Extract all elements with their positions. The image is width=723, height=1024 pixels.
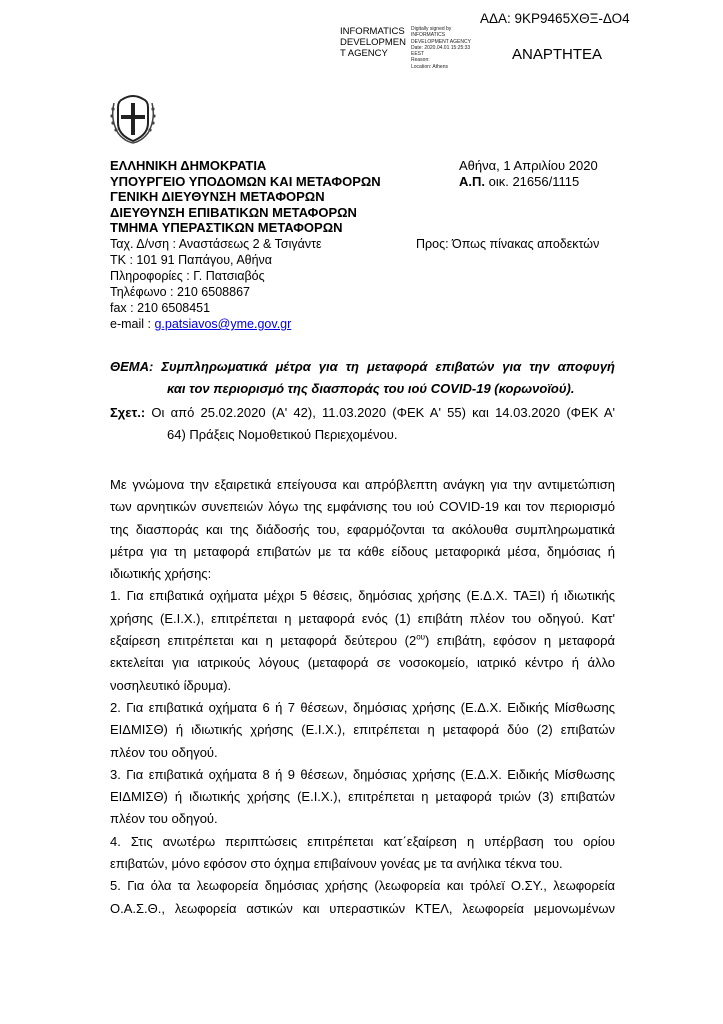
signature-detail-line: Date: 2020.04.01 15:25:33 (411, 44, 471, 51)
signature-org-line: T AGENCY (340, 48, 388, 59)
sender-line: ΤΜΗΜΑ ΥΠΕΡΑΣΤΙΚΩΝ ΜΕΤΑΦΟΡΩΝ (110, 220, 343, 235)
body-line: πλέον του οδηγού. (110, 811, 218, 827)
sender-line: ΓΕΝΙΚΗ ΔΙΕΥΘΥΝΣΗ ΜΕΤΑΦΟΡΩΝ (110, 189, 325, 204)
signature-detail-line: EEST (411, 51, 425, 58)
contact-line: ΤΚ : 101 91 Παπάγου, Αθήνα (110, 253, 273, 267)
body-line (110, 630, 615, 652)
signature-organization (340, 26, 410, 59)
subject-line: ΘΕΜΑ: Συμπληρωματικά μέτρα για τη μεταφορά επιβατών για την αποφυγή (110, 359, 615, 374)
sender-line: ΥΠΟΥΡΓΕΙΟ ΥΠΟΔΟΜΩΝ ΚΑΙ ΜΕΤΑΦΟΡΩΝ (110, 173, 381, 189)
signature-detail-line: Location: Athens (411, 63, 448, 70)
sender-line: ΔΙΕΥΘΥΝΣΗ ΕΠΙΒΑΤΙΚΩΝ ΜΕΤΑΦΟΡΩΝ (110, 204, 357, 220)
body-line: 5. Για όλα τα λεωφορεία δημόσιας χρήσης (λεωφορεία και τρόλεϊ Ο.ΣΥ., λεωφορεία (110, 878, 615, 894)
sender-contact (110, 236, 322, 332)
recipients: Προς: Όπως πίνακας αποδεκτών (416, 237, 600, 251)
ordinal-superscript: ου (416, 632, 426, 642)
body-line: χρήσης (Ε.Ι.Χ.), επιτρέπεται η μεταφορά ενός (1) επιβάτη πλέον του οδηγού. Κατ' (110, 610, 615, 626)
reference-line: 64) Πράξεις Νομοθετικού Περιεχομένου. (167, 427, 398, 442)
body-line: 3. Για επιβατικά οχήματα 8 ή 9 θέσεων, δημόσιας χρήσης (Ε.Δ.Χ. Ειδικής Μίσθωσης (110, 766, 615, 782)
ada-code: ΑΔΑ: 9ΚΡ9465ΧΘΞ-ΔΟ4 (480, 11, 630, 26)
reference-text: Οι από 25.02.2020 (Α' 42), 11.03.2020 (ΦΕΚ Α' 55) και 14.03.2020 (ΦΕΚ Α' (145, 405, 615, 420)
body-line: πλέον του οδηγού. (110, 744, 218, 760)
body-line: της διασποράς και της διάδοσής του, εφαρμόζονται τα ακόλουθα συμπληρωματικά (110, 521, 615, 537)
signature-details (411, 26, 471, 70)
body-text: εξαίρεση επιτρέπεται και η μεταφορά δεύτερου (2 (110, 633, 417, 649)
body-line: ΕΙΔΜΙΣΘ) ή ιδιωτικής χρήσης (Ε.Ι.Χ.), επιτρέπεται η μεταφορά τριών (3) επιβατών (110, 789, 615, 805)
sender-line: ΕΛΛΗΝΙΚΗ ΔΗΜΟΚΡΑΤΙΑ (110, 158, 267, 173)
document-body (110, 474, 615, 920)
signature-org-line: INFORMATICS (340, 26, 405, 37)
body-line: επιβατών, μόνο εφόσον στο όχημα επιβαίνουν γονέας με τα ανήλικα τέκνα του. (110, 856, 563, 872)
body-text: ) επιβάτη, εφόσον η μεταφορά (425, 633, 615, 649)
document-date: Αθήνα, 1 Απριλίου 2020 (459, 158, 598, 173)
reference-label: Σχετ.: (110, 405, 146, 420)
signature-org-line: DEVELOPMEN (340, 37, 406, 48)
email-link[interactable]: g.patsiavos@yme.gov.gr (154, 317, 292, 331)
reference (110, 402, 615, 446)
body-line: Ο.Α.Σ.Θ., λεωφορεία αστικών και υπεραστικών ΚΤΕΛ, λεωφορεία μεμονωμένων (110, 900, 615, 916)
body-line: εκτελείται για ιατρικούς λόγους (μεταφορά σε νοσοκομείο, ιατρικό κέντρο ή άλλο (110, 655, 615, 671)
contact-line: Πληροφορίες : Γ. Πατσιαβός (110, 269, 265, 283)
protocol-number (459, 174, 598, 190)
body-line: ιδιωτικής χρήσης: (110, 566, 212, 582)
contact-line: Τηλέφωνο : 210 6508867 (110, 285, 250, 299)
body-line: μέτρα για τη μεταφορά επιβατών με τα κάθε είδους μεταφορικά μέσα, δημόσιας ή (110, 543, 615, 559)
reference-line (110, 402, 615, 424)
signature-detail-line: Digitally signed by (411, 26, 452, 32)
body-line: 2. Για επιβατικά οχήματα 6 ή 7 θέσεων, δημόσιας χρήσης (Ε.Δ.Χ. Ειδικής Μίσθωσης (110, 699, 615, 715)
body-line: ΕΙΔΜΙΣΘ) ή ιδιωτικής χρήσης (Ε.Ι.Χ.), επιτρέπεται η μεταφορά δύο (2) επιβατών (110, 722, 615, 738)
body-line: 4. Στις ανωτέρω περιπτώσεις επιτρέπεται κατ΄εξαίρεση η υπέρβαση του ορίου (110, 833, 615, 849)
contact-email-line (110, 316, 322, 332)
signature-detail-line: DEVELOPMENT AGENCY (411, 38, 471, 45)
protocol-label: Α.Π. (459, 174, 485, 189)
signature-detail-line: Reason: (411, 57, 430, 64)
greek-coat-of-arms-icon (108, 93, 158, 145)
protocol-value: οικ. 21656/1115 (485, 174, 580, 189)
body-line: των αρνητικών συνεπειών λόγω της εμφάνισης του ιού COVID-19 και τον περιορισμό (110, 499, 615, 515)
sender-header (110, 158, 381, 236)
date-block (459, 158, 598, 190)
contact-line: Ταχ. Δ/νση : Αναστάσεως 2 & Τσιγάντε (110, 237, 322, 251)
body-line: 1. Για επιβατικά οχήματα μέχρι 5 θέσεις, δημόσιας χρήσης (Ε.Δ.Χ. ΤΑΞΙ) ή ιδιωτικής (110, 588, 615, 604)
subject-line: και τον περιορισμό της διασποράς του ιού COVID-19 (κορωνοϊού). (167, 381, 575, 396)
email-label: e-mail : (110, 317, 155, 331)
posting-status: ΑΝΑΡΤΗΤΕΑ (512, 46, 603, 63)
body-line: Με γνώμονα την εξαιρετικά επείγουσα και απρόβλεπτη ανάγκη για την αντιμετώπιση (110, 477, 615, 492)
subject (110, 356, 615, 400)
contact-line: fax : 210 6508451 (110, 301, 211, 315)
body-line: νοσηλευτικό ίδρυμα). (110, 677, 232, 693)
signature-detail-line: INFORMATICS (411, 32, 446, 39)
